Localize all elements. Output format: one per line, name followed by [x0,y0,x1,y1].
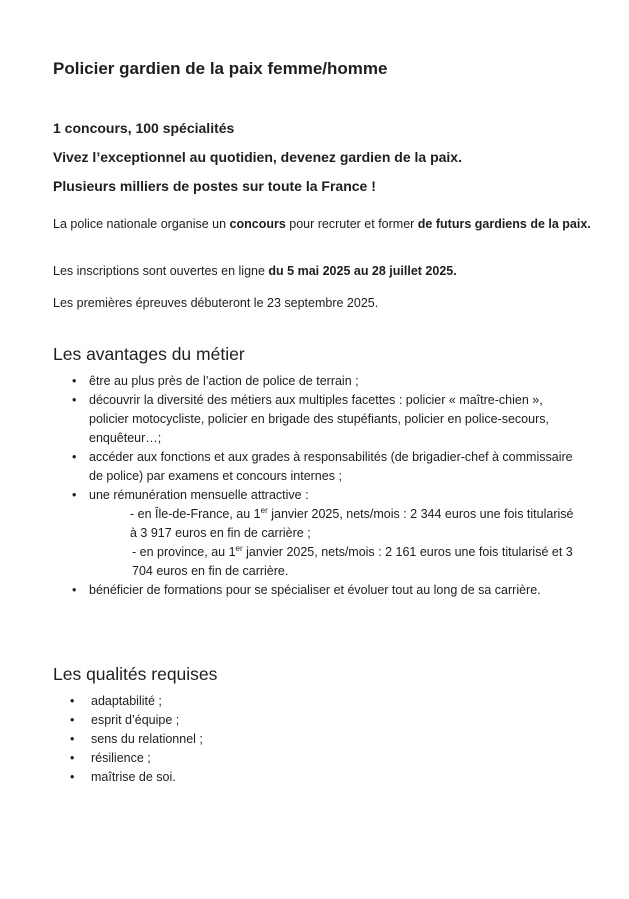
lead-line-1: 1 concours, 100 spécialités [53,120,235,136]
intro-paragraph-2 [53,264,603,279]
advantages-list [60,372,580,600]
salary-text: janvier 2025, nets/mois : 2 344 euros une fois titularisé à 3 917 euros en fin de carrière ; [130,507,574,540]
qualities-list [60,692,203,787]
intro-paragraph-3: Les premières épreuves débuteront le 23 septembre 2025. [53,296,379,310]
list-item: • sens du relationnel ; [60,730,203,749]
ordinal-suffix: er [260,505,268,515]
list-item [60,391,580,448]
list-item-text: une rémunération mensuelle attractive : [89,488,309,502]
qualities-heading: Les qualités requises [53,664,218,684]
list-item: • esprit d’équipe ; [60,711,203,730]
salary-ile-de-france [89,505,580,543]
list-item-text: bénéficier de formations pour se spécialiser et évoluer tout au long de sa carrière. [89,583,541,597]
list-item [60,581,580,600]
list-item: • maîtrise de soi. [60,768,203,787]
lead-line-3: Plusieurs milliers de postes sur toute la France ! [53,178,376,194]
list-item: • résilience ; [60,749,203,768]
registration-dates: du 5 mai 2025 au 28 juillet 2025. [268,264,457,278]
salary-text: - en province, au 1 [132,545,236,559]
intro-emphasis: concours [229,217,286,231]
intro-text: La police nationale organise un [53,217,230,231]
list-item-text: accéder aux fonctions et aux grades à responsabilités (de brigadier-chef à commissaire de police) par examens et concours internes ; [89,450,573,483]
list-item-text: découvrir la diversité des métiers aux multiples facettes : policier « maître-chien », policier motocycliste, policier en brigade des stupéfiants, policier en police-secours, enquêteur…; [89,393,549,445]
list-item [60,448,580,486]
salary-text: janvier 2025, nets/mois : 2 161 euros une fois titularisé et 3 704 euros en fin de carrière. [132,545,573,578]
list-item [60,486,580,581]
intro-emphasis: de futurs gardiens de la paix. [417,217,591,231]
list-item-text: être au plus près de l’action de police de terrain ; [89,374,359,388]
lead-line-2: Vivez l’exceptionnel au quotidien, devenez gardien de la paix. [53,149,462,165]
salary-text: - en Île-de-France, au 1 [130,507,261,521]
advantages-heading: Les avantages du métier [53,344,245,364]
page-title: Policier gardien de la paix femme/homme [53,59,388,78]
intro-text: Les inscriptions sont ouvertes en ligne [53,264,269,278]
intro-text: pour recruter et former [285,217,418,231]
intro-paragraph-1 [53,217,603,232]
ordinal-suffix: er [235,543,243,553]
salary-province [89,543,580,581]
list-item [60,372,580,391]
list-item: • adaptabilité ; [60,692,203,711]
